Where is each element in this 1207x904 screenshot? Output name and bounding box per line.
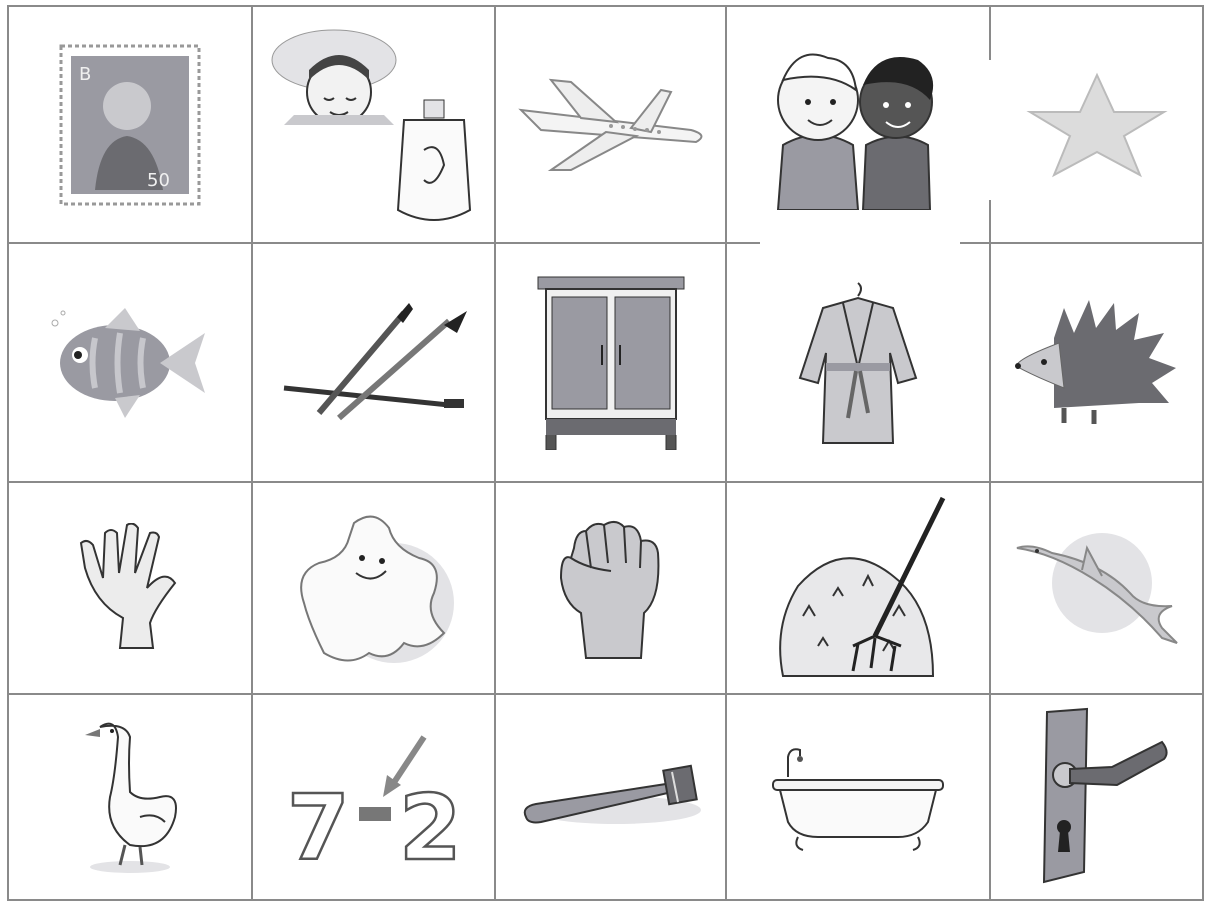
- hair-washing-shampoo-icon: [264, 20, 484, 230]
- card-goose[interactable]: [10, 696, 250, 898]
- card-dolphin[interactable]: [992, 484, 1201, 692]
- fist-icon: [556, 513, 666, 663]
- dolphin-icon: [1012, 528, 1182, 648]
- bathtub-icon: [768, 742, 948, 852]
- fish-icon: [45, 303, 215, 423]
- card-airplane[interactable]: [497, 8, 724, 241]
- stamp-value-label: 50: [147, 169, 170, 191]
- subtraction-left-digit: 7: [286, 776, 350, 867]
- paintbrushes-icon: [279, 303, 469, 423]
- card-wardrobe[interactable]: [497, 245, 724, 480]
- card-razor[interactable]: [497, 696, 724, 898]
- subtraction-sign-icon: [279, 727, 469, 867]
- card-bathtub[interactable]: [728, 696, 988, 898]
- goose-icon: [70, 717, 190, 877]
- card-ghost[interactable]: [254, 484, 493, 692]
- card-hand[interactable]: [10, 484, 250, 692]
- hedgehog-icon: [1014, 298, 1179, 428]
- card-stamp[interactable]: [10, 8, 250, 241]
- postage-stamp-icon: [55, 40, 205, 210]
- card-subtraction[interactable]: [254, 696, 493, 898]
- card-shampoo[interactable]: [254, 8, 493, 241]
- card-hedgehog[interactable]: [992, 245, 1201, 480]
- card-paintbrushes[interactable]: [254, 245, 493, 480]
- card-door-handle[interactable]: [992, 696, 1201, 898]
- door-handle-icon: [1022, 707, 1172, 887]
- card-fish[interactable]: [10, 245, 250, 480]
- ghost-icon: [294, 503, 454, 673]
- wardrobe-icon: [536, 275, 686, 450]
- card-star[interactable]: [992, 8, 1201, 241]
- open-hand-icon: [75, 523, 185, 653]
- bathrobe-icon: [798, 278, 918, 448]
- razor-icon: [516, 762, 706, 832]
- two-friends-icon: [758, 40, 958, 210]
- stamp-corner-label: B: [79, 63, 92, 85]
- card-haystack[interactable]: [728, 484, 988, 692]
- star-icon: [1022, 70, 1172, 180]
- subtraction-right-digit: 2: [398, 776, 462, 867]
- card-bathrobe[interactable]: [728, 245, 988, 480]
- airplane-icon: [511, 70, 711, 180]
- card-friends[interactable]: [728, 8, 988, 241]
- haystack-pitchfork-icon: [763, 496, 953, 681]
- card-fist[interactable]: [497, 484, 724, 692]
